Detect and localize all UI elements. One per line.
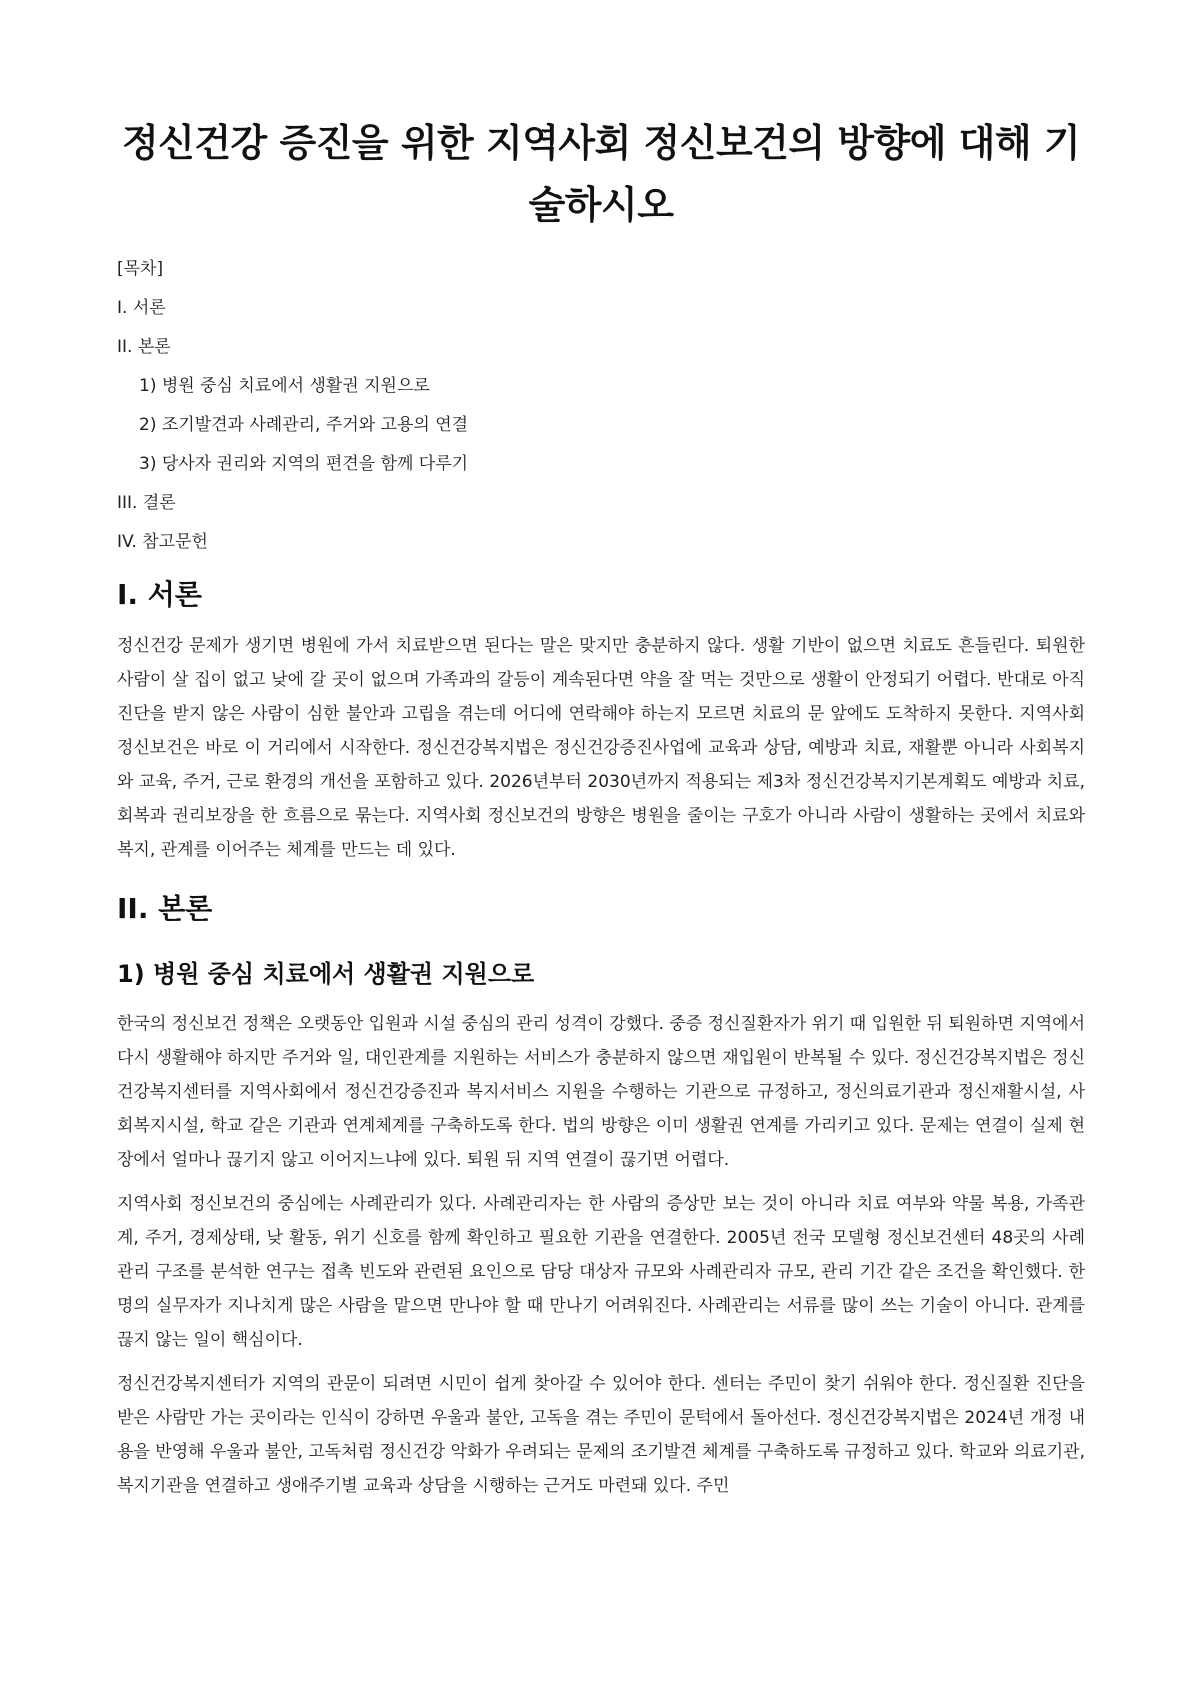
toc-item-body-1: 1) 병원 중심 치료에서 생활권 지원으로 bbox=[139, 376, 430, 396]
toc-item-references: IV. 참고문헌 bbox=[117, 532, 208, 552]
body-paragraph: 한국의 정신보건 정책은 오랫동안 입원과 시설 중심의 관리 성격이 강했다. 중증 정신질환자가 위기 때 입원한 뒤 퇴원하면 지역에서 다시 생활해야 하지만 주거와 일, 대인관계를 지원하는 서비스가 충분하지 않으면 재입원이 반복될 수 있다. 정신건강복지법은 정신건강복지센터를 지역사회에서 정신건강증진과 복지서비스 지원을 수행하는 기관으로 규정하고, 정신의료기관과 정신재활시설, 사회복지시설, 학교 같은 기관과 연계체계를 구축하도록 한다. 법의 방향은 이미 생활권 연계를 가리키고 있다. 문제는 연결이 실제 현장에서 얼마나 끊기지 않고 이어지느냐에 있다. 퇴원 뒤 지역 연결이 끊기면 어렵다. bbox=[117, 1014, 1085, 1170]
body-paragraph: 지역사회 정신보건의 중심에는 사례관리가 있다. 사례관리자는 한 사람의 증상만 보는 것이 아니라 치료 여부와 약물 복용, 가족관계, 주거, 경제상태, 낮 활동, 위기 신호를 함께 확인하고 필요한 기관을 연결한다. 2005년 전국 모델형 정신보건센터 48곳의 사례관리 구조를 분석한 연구는 접촉 빈도와 관련된 요인으로 담당 대상자 규모와 사례관리자 규모, 관리 기간 같은 조건을 확인했다. 한 명의 실무자가 지나치게 많은 사람을 맡으면 만나야 할 때 만나기 어려워진다. 사례관리는 서류를 많이 쓰는 기술이 아니다. 관계를 끊지 않는 일이 핵심이다. bbox=[117, 1194, 1085, 1350]
document-page bbox=[117, 112, 1085, 1513]
toc-item-conclusion: III. 결론 bbox=[117, 493, 176, 513]
toc-item-body: II. 본론 bbox=[117, 337, 171, 357]
toc-item-body-2: 2) 조기발견과 사례관리, 주거와 고용의 연결 bbox=[139, 415, 469, 435]
subsection-heading-1: 1) 병원 중심 치료에서 생활권 지원으로 bbox=[117, 960, 535, 988]
toc-item-intro: I. 서론 bbox=[117, 298, 166, 318]
document-title: 정신건강 증진을 위한 지역사회 정신보건의 방향에 대해 기술하시오 bbox=[121, 121, 1081, 227]
body-paragraph: 정신건강복지센터가 지역의 관문이 되려면 시민이 쉽게 찾아갈 수 있어야 한다. 센터는 주민이 찾기 쉬워야 한다. 정신질환 진단을 받은 사람만 가는 곳이라는 인식이 강하면 우울과 불안, 고독을 겪는 주민이 문턱에서 돌아선다. 정신건강복지법은 2024년 개정 내용을 반영해 우울과 불안, 고독처럼 정신건강 악화가 우려되는 문제의 조기발견 체계를 구축하도록 규정하고 있다. 학교와 의료기관, 복지기관을 연결하고 생애주기별 교육과 상담을 시행하는 근거도 마련돼 있다. 주민 bbox=[117, 1374, 1085, 1496]
toc-item-body-3: 3) 당사자 권리와 지역의 편견을 함께 다루기 bbox=[139, 454, 469, 474]
intro-paragraph: 정신건강 문제가 생기면 병원에 가서 치료받으면 된다는 말은 맞지만 충분하지 않다. 생활 기반이 없으면 치료도 흔들린다. 퇴원한 사람이 살 집이 없고 낮에 갈 곳이 없으며 가족과의 갈등이 계속된다면 약을 잘 먹는 것만으로 생활이 안정되기 어렵다. 반대로 아직 진단을 받지 않은 사람이 심한 불안과 고립을 겪는데 어디에 연락해야 하는지 모르면 치료의 문 앞에도 도착하지 못한다. 지역사회 정신보건은 바로 이 거리에서 시작한다. 정신건강복지법은 정신건강증진사업에 교육과 상담, 예방과 치료, 재활뿐 아니라 사회복지와 교육, 주거, 근로 환경의 개선을 포함하고 있다. 2026년부터 2030년까지 적용되는 제3차 정신건강복지기본계획도 예방과 치료, 회복과 권리보장을 한 흐름으로 묶는다. 지역사회 정신보건의 방향은 병원을 줄이는 구호가 아니라 사람이 생활하는 곳에서 치료와 복지, 관계를 이어주는 체계를 만드는 데 있다. bbox=[117, 636, 1085, 860]
section-heading-body: II. 본론 bbox=[117, 892, 213, 925]
section-heading-intro: I. 서론 bbox=[117, 578, 202, 611]
table-of-contents bbox=[117, 258, 1085, 553]
toc-heading: [목차] bbox=[117, 259, 164, 279]
